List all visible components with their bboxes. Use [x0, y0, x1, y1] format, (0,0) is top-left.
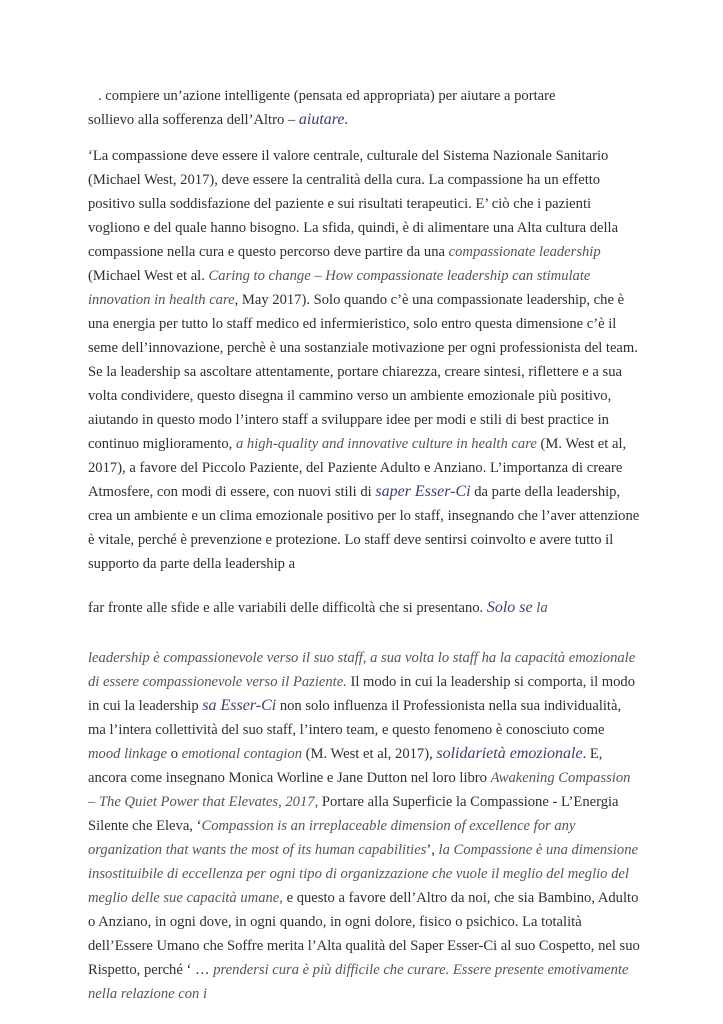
text-run: Portare alla Superficie la Compassione - L’Energia Silente che Eleva, ‘	[88, 794, 619, 834]
paragraph-intro	[88, 84, 640, 132]
italic-run: la	[532, 600, 548, 616]
paragraph-compassion-leadership	[88, 144, 640, 576]
text-run: . E, ancora come insegnano Monica Worline e Jane Dutton nel loro libro	[88, 746, 603, 786]
text-run: non solo influenza il Professionista nella sua individualità, ma l’intera collettività del suo staff, l’intero team, e questo fenomeno è conosciuto come	[88, 698, 622, 738]
emphasis-run: Solo se	[486, 599, 533, 616]
italic-run: Caring to change – How compassionate leadership can stimulate innovation in health care	[88, 268, 591, 308]
text-run: (M. West et al, 2017),	[302, 746, 437, 762]
intro-emphasis: aiutare.	[298, 111, 349, 128]
paragraph-emotional-contagion	[88, 646, 640, 1006]
emphasis-run: solidarietà emozionale	[436, 745, 583, 762]
text-run: da parte della leadership, crea un ambiente e un clima emozionale positivo per lo staff, insegnando che l’aver attenzione è vitale, perché è prevenzione e protezione. Lo staff deve sentirsi coinvolto e avere tutto il supporto da parte della leadership a	[88, 484, 640, 572]
intro-line-1: . compiere un’azione intelligente (pensata ed appropriata) per aiutare a portare	[98, 88, 556, 104]
text-run: ‘La compassione deve essere il valore centrale, culturale del Sistema Nazionale Sanitario (Michael West, 2017), deve essere la centralità della cura. La compassione ha un effetto positivo sulla soddisfazione del paziente e sui risultati terapeutici. E’ ciò che i pazienti vogliono e del quale hanno bisogno. La sfida, quindi, è di alimentare una Alta cultura della compassione nella cura e questo percorso deve partire da una	[88, 148, 619, 260]
paragraph-challenges	[88, 596, 640, 620]
emphasis-run: sa Esser-Ci	[202, 697, 277, 714]
text-run: far fronte alle sfide e alle variabili delle difficoltà che si presentano.	[88, 600, 487, 616]
document-page	[88, 84, 640, 1006]
text-run: o	[167, 746, 182, 762]
intro-line-2: sollievo alla sofferenza dell’Altro –	[88, 112, 299, 128]
italic-run: prendersi cura è più difficile che curare. Essere presente emotivamente nella relazione con i	[88, 962, 629, 1002]
text-run: ’,	[426, 842, 439, 858]
text-run: (Michael West et al.	[88, 268, 209, 284]
italic-run: la Compassione è una dimensione insostituibile di eccellenza per ogni tipo di organizzazione che vuole il meglio del meglio del meglio delle sue capacità umane,	[88, 842, 638, 906]
italic-run: Compassion is an irreplaceable dimension of excellence for any organization that wants the most of its human capabilities	[88, 818, 576, 858]
italic-run: mood linkage	[88, 746, 168, 762]
text-run: Il modo in cui la leadership si comporta, il modo in cui la leadership	[88, 674, 636, 714]
text-run: (M. West et al, 2017), a favore del Piccolo Paziente, del Paziente Adulto e Anziano. L’importanza di creare Atmosfere, con modi di essere, con nuovi stili di	[88, 436, 627, 500]
spacer	[88, 132, 640, 144]
italic-run: leadership è compassionevole verso il suo staff, a sua volta lo staff ha la capacità emozionale di essere compassionevole verso il Paziente.	[88, 650, 636, 690]
text-run: e questo a favore dell’Altro da noi, che sia Bambino, Adulto o Anziano, in ogni dove, in ogni quando, in ogni dolore, fisico o psichico. La totalità dell’Essere Umano che Soffre merita l’Alta qualità del Saper Esser-Ci al suo Cospetto, nel suo Rispetto, perché ‘ …	[88, 890, 640, 978]
italic-run: compassionate leadership	[448, 244, 601, 260]
text-run: , May 2017). Solo quando c’è una compassionate leadership, che è una energia per tutto lo staff medico ed infermieristico, solo entro questa dimensione c’è il seme dell’innovazione, perchè è una sostanziale motivazione per ogni professionista del team. Se la leadership sa ascoltare attentamente, portare chiarezza, creare sintesi, riflettere e a sua volta condividere, questo disegna il cammino verso un ambiente emozionale più positivo, aiutando in questo modo l’intero staff a sviluppare idee per modi e stili di best practice in continuo miglioramento,	[88, 292, 638, 452]
emphasis-run: saper Esser-Ci	[375, 483, 471, 500]
spacer	[88, 576, 640, 596]
spacer	[88, 620, 640, 646]
italic-run: a high-quality and innovative culture in health care	[235, 436, 537, 452]
italic-run: Awakening Compassion – The Quiet Power that Elevates, 2017,	[88, 770, 631, 810]
italic-run: emotional contagion	[181, 746, 303, 762]
